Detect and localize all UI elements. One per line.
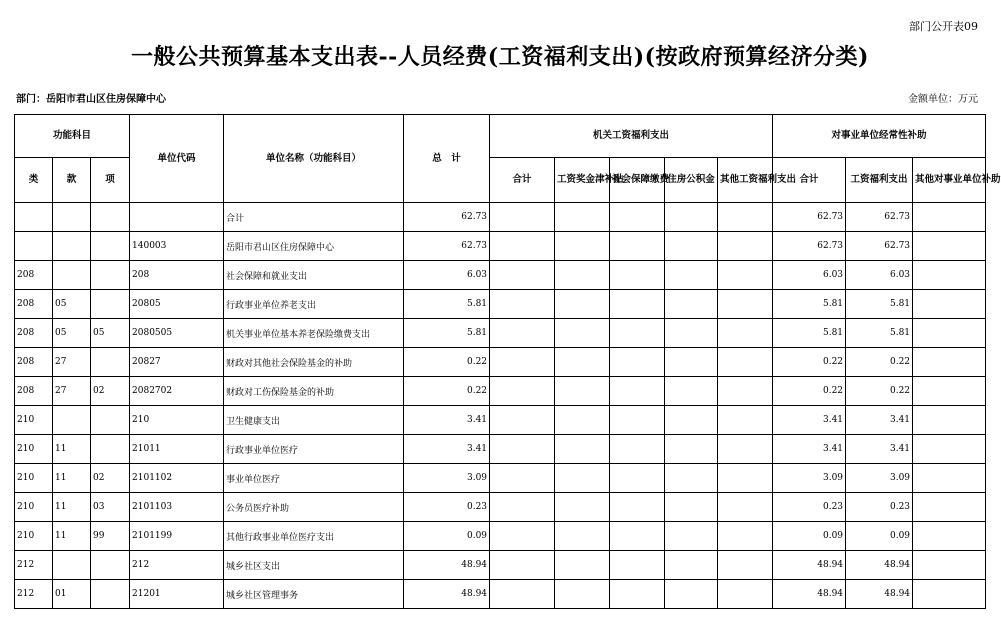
header-xiang: 项 [91,158,130,203]
cell-xiang [91,435,130,464]
cell-unit-code [130,203,224,232]
header-org-bonus: 工资奖金津补贴 [555,158,610,203]
cell-kuan: 27 [53,348,91,377]
cell-org-total [490,261,555,290]
table-row [15,580,986,609]
table-row [15,522,986,551]
cell-xiang [91,290,130,319]
cell-org-total [490,377,555,406]
cell-unit-code: 208 [130,261,224,290]
cell-kuan [53,232,91,261]
cell-unit-code: 20805 [130,290,224,319]
cell-lei: 210 [15,493,53,522]
cell-lei: 210 [15,406,53,435]
cell-xiang: 99 [91,522,130,551]
cell-pub-other [913,348,986,377]
cell-pub-wage: 48.94 [846,580,913,609]
table-row [15,319,986,348]
cell-total: 3.09 [404,464,490,493]
cell-org-other [718,406,773,435]
cell-pub-wage: 0.22 [846,377,913,406]
table-row [15,261,986,290]
cell-lei: 210 [15,464,53,493]
cell-org-housing [665,580,718,609]
cell-pub-wage: 0.22 [846,348,913,377]
cell-lei: 208 [15,319,53,348]
cell-total: 5.81 [404,290,490,319]
table-row [15,203,986,232]
cell-xiang [91,261,130,290]
cell-pub-wage: 5.81 [846,319,913,348]
header-lei: 类 [15,158,53,203]
cell-total: 3.41 [404,435,490,464]
header-org-group: 机关工资福利支出 [490,115,773,158]
cell-pub-other [913,551,986,580]
cell-pub-total: 5.81 [773,290,846,319]
cell-kuan [53,406,91,435]
cell-lei: 212 [15,551,53,580]
cell-pub-other [913,406,986,435]
cell-xiang [91,551,130,580]
page-title: 一般公共预算基本支出表--人员经费(工资福利支出)(按政府预算经济分类) [131,44,869,70]
cell-unit-code: 2080505 [130,319,224,348]
cell-org-bonus [555,580,610,609]
cell-lei [15,203,53,232]
cell-xiang [91,232,130,261]
cell-pub-total: 0.22 [773,377,846,406]
table-row [15,348,986,377]
cell-org-social [610,464,665,493]
cell-org-total [490,232,555,261]
cell-org-total [490,522,555,551]
cell-pub-other [913,261,986,290]
cell-unit-name: 卫生健康支出 [224,406,404,435]
cell-org-social [610,406,665,435]
cell-pub-wage: 3.41 [846,406,913,435]
cell-kuan [53,203,91,232]
cell-org-social [610,261,665,290]
cell-pub-wage: 5.81 [846,290,913,319]
header-org-total: 合计 [490,158,555,203]
cell-pub-total: 48.94 [773,551,846,580]
cell-unit-name: 财政对其他社会保险基金的补助 [224,348,404,377]
cell-org-housing [665,232,718,261]
cell-pub-other [913,435,986,464]
cell-unit-code: 212 [130,551,224,580]
cell-pub-other [913,377,986,406]
cell-lei: 210 [15,522,53,551]
cell-unit-code: 2101103 [130,493,224,522]
cell-pub-other [913,580,986,609]
header-org-other: 其他工资福利支出 [718,158,773,203]
cell-unit-name: 城乡社区支出 [224,551,404,580]
cell-pub-other [913,522,986,551]
cell-pub-wage: 6.03 [846,261,913,290]
table-row [15,406,986,435]
cell-unit-name: 其他行政事业单位医疗支出 [224,522,404,551]
cell-total: 5.81 [404,319,490,348]
cell-org-bonus [555,406,610,435]
cell-unit-code: 140003 [130,232,224,261]
cell-pub-total: 0.09 [773,522,846,551]
cell-org-bonus [555,493,610,522]
cell-org-housing [665,290,718,319]
cell-org-bonus [555,377,610,406]
cell-unit-code: 21201 [130,580,224,609]
cell-org-bonus [555,290,610,319]
form-number: 部门公开表09 [909,20,978,33]
cell-org-total [490,493,555,522]
cell-org-social [610,551,665,580]
cell-kuan: 11 [53,493,91,522]
cell-org-bonus [555,348,610,377]
cell-pub-total: 3.09 [773,464,846,493]
cell-pub-wage: 48.94 [846,551,913,580]
header-org-housing: 住房公积金 [665,158,718,203]
cell-org-housing [665,522,718,551]
cell-org-total [490,203,555,232]
cell-pub-wage: 0.23 [846,493,913,522]
cell-org-social [610,522,665,551]
cell-total: 48.94 [404,551,490,580]
cell-total: 0.23 [404,493,490,522]
cell-org-social [610,435,665,464]
cell-xiang: 02 [91,464,130,493]
cell-unit-code: 2101102 [130,464,224,493]
cell-pub-total: 6.03 [773,261,846,290]
cell-org-bonus [555,435,610,464]
cell-xiang [91,348,130,377]
cell-pub-total: 62.73 [773,203,846,232]
cell-xiang [91,406,130,435]
header-kuan: 款 [53,158,91,203]
cell-org-other [718,464,773,493]
cell-org-social [610,348,665,377]
cell-unit-name: 行政事业单位医疗 [224,435,404,464]
cell-kuan [53,261,91,290]
header-unit-code: 单位代码 [130,115,224,203]
cell-org-bonus [555,464,610,493]
cell-kuan: 05 [53,290,91,319]
cell-pub-other [913,232,986,261]
cell-xiang: 05 [91,319,130,348]
cell-org-other [718,203,773,232]
cell-lei: 208 [15,261,53,290]
cell-org-other [718,232,773,261]
cell-pub-wage: 62.73 [846,203,913,232]
header-pub-group: 对事业单位经常性补助 [773,115,986,158]
cell-pub-total: 48.94 [773,580,846,609]
cell-org-housing [665,319,718,348]
cell-xiang [91,203,130,232]
cell-lei: 208 [15,377,53,406]
header-org-social: 社会保障缴费 [610,158,665,203]
cell-org-housing [665,551,718,580]
cell-lei [15,232,53,261]
cell-org-social [610,290,665,319]
cell-lei: 208 [15,290,53,319]
cell-lei: 208 [15,348,53,377]
cell-unit-name: 城乡社区管理事务 [224,580,404,609]
cell-unit-code: 2082702 [130,377,224,406]
cell-org-bonus [555,261,610,290]
cell-total: 62.73 [404,203,490,232]
table-row [15,377,986,406]
cell-pub-wage: 3.09 [846,464,913,493]
cell-org-bonus [555,203,610,232]
cell-org-housing [665,464,718,493]
cell-total: 0.22 [404,348,490,377]
cell-unit-code: 21011 [130,435,224,464]
header-total: 总 计 [404,115,490,203]
table-row [15,435,986,464]
cell-unit-code: 2101199 [130,522,224,551]
table-row [15,232,986,261]
cell-pub-wage: 0.09 [846,522,913,551]
cell-org-total [490,348,555,377]
cell-kuan: 27 [53,377,91,406]
cell-org-housing [665,203,718,232]
cell-org-social [610,377,665,406]
header-pub-total: 合计 [773,158,846,203]
cell-pub-total: 62.73 [773,232,846,261]
cell-xiang [91,580,130,609]
table-row [15,464,986,493]
cell-pub-other [913,493,986,522]
cell-org-housing [665,406,718,435]
cell-kuan: 01 [53,580,91,609]
cell-unit-name: 社会保障和就业支出 [224,261,404,290]
cell-unit-code: 20827 [130,348,224,377]
cell-xiang: 03 [91,493,130,522]
cell-pub-wage: 62.73 [846,232,913,261]
cell-org-bonus [555,319,610,348]
cell-org-other [718,348,773,377]
cell-pub-other [913,203,986,232]
cell-org-other [718,290,773,319]
cell-org-housing [665,348,718,377]
cell-total: 3.41 [404,406,490,435]
cell-pub-total: 3.41 [773,435,846,464]
cell-pub-other [913,290,986,319]
cell-org-total [490,290,555,319]
header-func-subject: 功能科目 [15,115,130,158]
cell-unit-name: 行政事业单位养老支出 [224,290,404,319]
cell-unit-name: 机关事业单位基本养老保险缴费支出 [224,319,404,348]
cell-total: 48.94 [404,580,490,609]
cell-lei: 210 [15,435,53,464]
cell-lei: 212 [15,580,53,609]
cell-org-other [718,580,773,609]
cell-org-other [718,261,773,290]
cell-kuan: 11 [53,435,91,464]
cell-org-bonus [555,232,610,261]
cell-org-social [610,580,665,609]
header-row-1 [15,115,986,158]
department-label: 部门：岳阳市君山区住房保障中心 [16,94,166,105]
cell-pub-total: 0.22 [773,348,846,377]
cell-org-other [718,493,773,522]
cell-total: 0.22 [404,377,490,406]
cell-org-total [490,580,555,609]
cell-org-housing [665,435,718,464]
cell-total: 62.73 [404,232,490,261]
cell-unit-name: 公务员医疗补助 [224,493,404,522]
cell-pub-other [913,464,986,493]
cell-org-housing [665,493,718,522]
cell-org-total [490,435,555,464]
cell-org-housing [665,261,718,290]
expenditure-table [14,114,1001,609]
cell-pub-total: 3.41 [773,406,846,435]
cell-kuan [53,551,91,580]
cell-org-other [718,377,773,406]
cell-org-other [718,522,773,551]
table-row [15,290,986,319]
header-pub-wage: 工资福利支出 [846,158,913,203]
header-unit-name: 单位名称（功能科目） [224,115,404,203]
cell-total: 0.09 [404,522,490,551]
cell-unit-code: 210 [130,406,224,435]
header-pub-other: 其他对事业单位补助 [913,158,986,203]
cell-unit-name: 财政对工伤保险基金的补助 [224,377,404,406]
cell-pub-wage: 3.41 [846,435,913,464]
cell-org-social [610,319,665,348]
cell-unit-name: 岳阳市君山区住房保障中心 [224,232,404,261]
cell-org-social [610,232,665,261]
cell-org-total [490,406,555,435]
cell-kuan: 11 [53,464,91,493]
cell-org-total [490,551,555,580]
cell-org-total [490,464,555,493]
cell-org-social [610,493,665,522]
cell-org-other [718,551,773,580]
cell-org-social [610,203,665,232]
cell-org-other [718,319,773,348]
cell-org-total [490,319,555,348]
cell-kuan: 11 [53,522,91,551]
cell-org-other [718,435,773,464]
cell-xiang: 02 [91,377,130,406]
cell-pub-total: 5.81 [773,319,846,348]
cell-org-housing [665,377,718,406]
table-row [15,551,986,580]
table-row [15,493,986,522]
cell-unit-name: 合计 [224,203,404,232]
cell-unit-name: 事业单位医疗 [224,464,404,493]
cell-kuan: 05 [53,319,91,348]
cell-org-bonus [555,522,610,551]
amount-unit-label: 金额单位：万元 [908,94,978,105]
cell-pub-other [913,319,986,348]
cell-total: 6.03 [404,261,490,290]
cell-org-bonus [555,551,610,580]
cell-pub-total: 0.23 [773,493,846,522]
